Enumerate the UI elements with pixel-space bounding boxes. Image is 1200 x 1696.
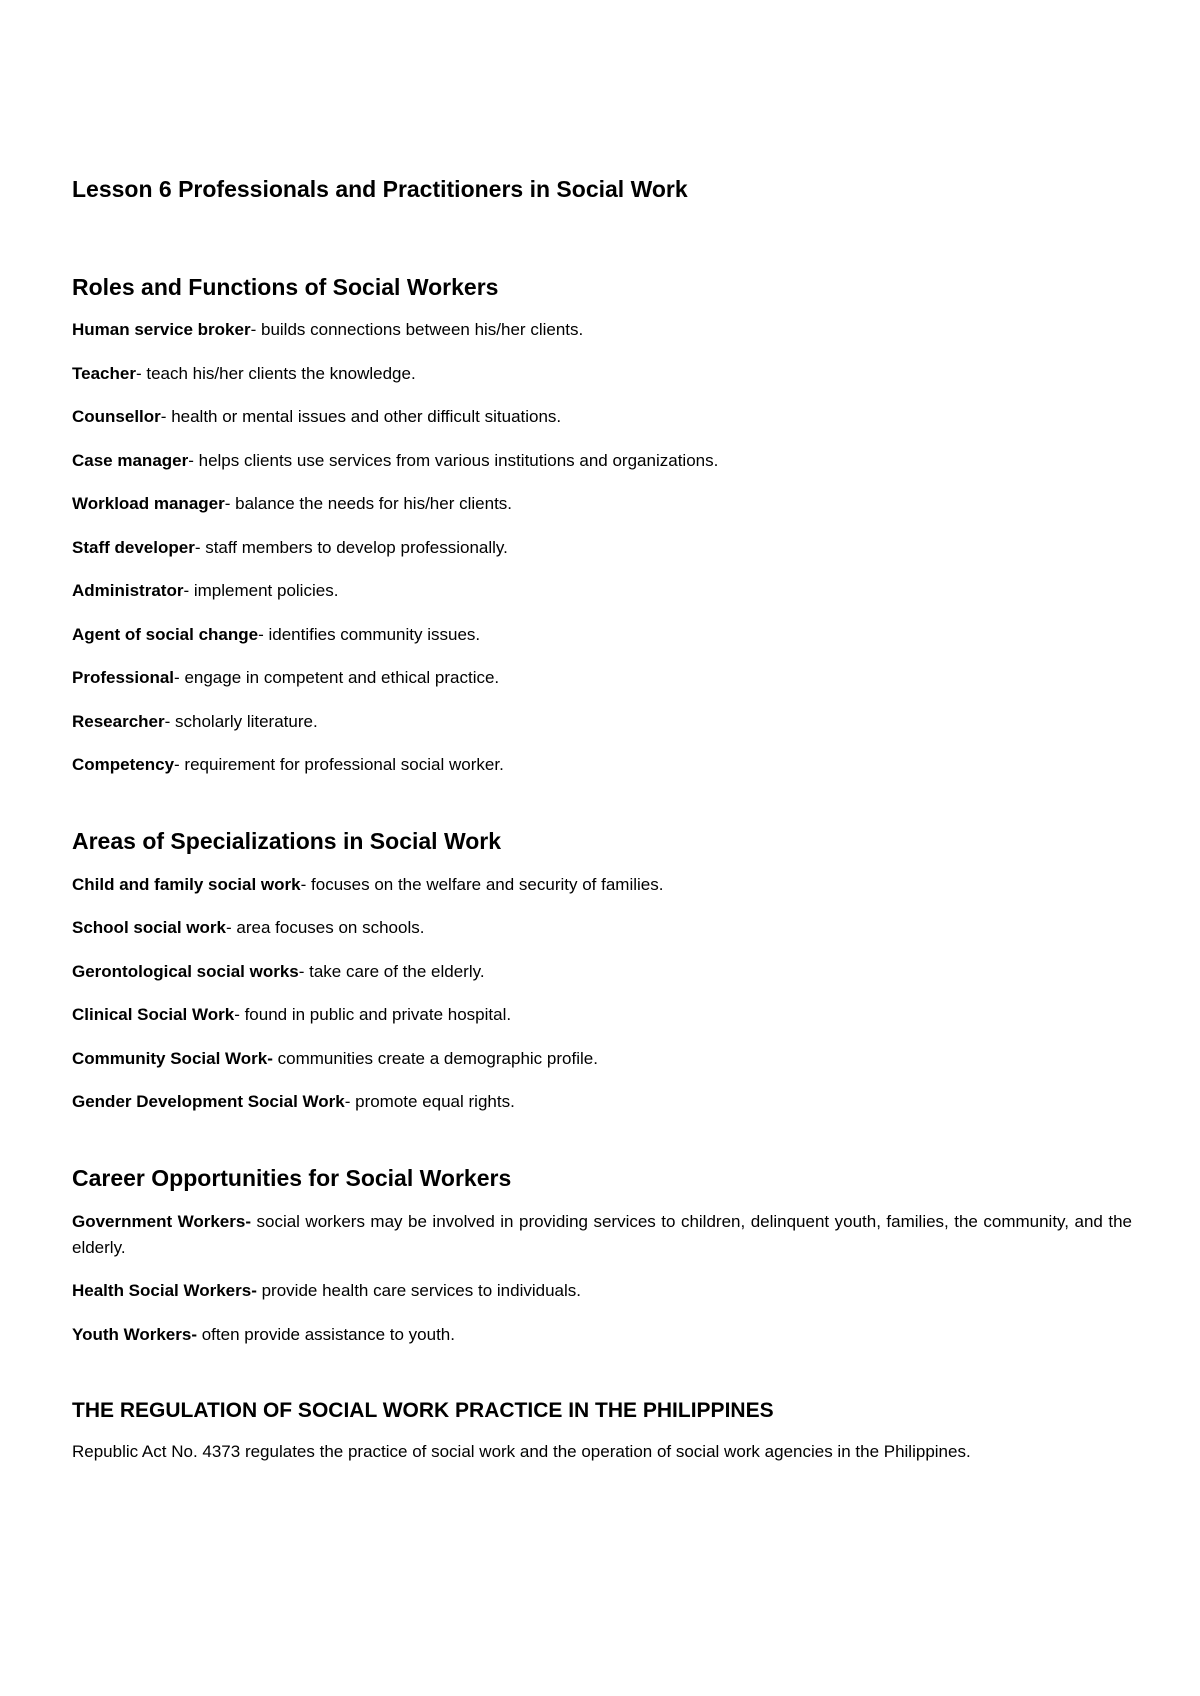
definition-term: Gerontological social works <box>72 961 299 981</box>
definition-item <box>72 665 1132 691</box>
definition-text: requirement for professional social worker. <box>184 755 504 775</box>
definition-term: Teacher <box>72 363 136 383</box>
term-separator: - <box>194 537 206 557</box>
definition-item <box>72 1322 1132 1348</box>
term-separator: - <box>160 407 172 427</box>
definition-term: Health Social Workers- <box>72 1281 262 1301</box>
definition-text: social workers may be involved in providing services to children, delinquent youth, families, the community, and the elderly. <box>72 1211 1132 1257</box>
definition-item <box>72 404 1132 430</box>
definition-text: builds connections between his/her clients. <box>260 320 584 340</box>
term-separator: - <box>183 581 194 601</box>
definition-text: communities create a demographic profile. <box>277 1048 598 1068</box>
term-separator: - <box>344 1092 356 1112</box>
definition-item <box>72 317 1132 343</box>
term-separator: - <box>174 755 185 775</box>
definition-item <box>72 1089 1132 1115</box>
section-heading: Roles and Functions of Social Workers <box>72 273 499 300</box>
definition-term: Staff developer <box>72 537 195 557</box>
term-separator: - <box>164 711 176 731</box>
section-specializations <box>72 828 1132 1115</box>
definition-text: found in public and private hospital. <box>244 1005 512 1025</box>
definition-item <box>72 361 1132 387</box>
definition-item <box>72 1278 1132 1304</box>
definition-text: health or mental issues and other difficult situations. <box>171 407 562 427</box>
definition-term: Child and family social work <box>72 874 301 894</box>
definition-term: Administrator <box>72 581 184 601</box>
definition-term: Community Social Work- <box>72 1048 278 1068</box>
definition-item <box>72 622 1132 648</box>
definition-item <box>72 1046 1132 1072</box>
definition-term: Youth Workers- <box>72 1324 202 1344</box>
definition-item <box>72 915 1132 941</box>
definition-text: engage in competent and ethical practice. <box>184 668 500 688</box>
term-separator: - <box>224 494 236 514</box>
definition-item <box>72 535 1132 561</box>
term-separator: - <box>250 320 261 340</box>
definition-text: identifies community issues. <box>268 624 481 644</box>
definition-term: Researcher <box>72 711 165 731</box>
definition-text: scholarly literature. <box>175 711 318 731</box>
definition-item <box>72 1209 1132 1261</box>
definition-text: focuses on the welfare and security of families. <box>311 874 664 894</box>
definition-term: Case manager <box>72 450 189 470</box>
definition-item <box>72 872 1132 898</box>
definition-term: Clinical Social Work <box>72 1005 235 1025</box>
definition-text: implement policies. <box>193 581 339 601</box>
section-heading: Areas of Specializations in Social Work <box>72 828 502 855</box>
definition-term: Competency <box>72 755 175 775</box>
section-regulation <box>72 1398 1132 1465</box>
term-separator: - <box>300 874 312 894</box>
definition-term: Government Workers- <box>72 1211 257 1231</box>
term-separator: - <box>135 363 147 383</box>
section-career-opportunities <box>72 1165 1132 1348</box>
definition-item <box>72 709 1132 735</box>
definition-text: often provide assistance to youth. <box>201 1324 455 1344</box>
definition-item <box>72 491 1132 517</box>
definition-term: Counsellor <box>72 407 161 427</box>
definition-text: helps clients use services from various institutions and organizations. <box>198 450 719 470</box>
definition-item <box>72 1002 1132 1028</box>
definition-term: Professional <box>72 668 175 688</box>
definition-item <box>72 448 1132 474</box>
term-separator: - <box>234 1005 245 1025</box>
regulation-paragraph: Republic Act No. 4373 regulates the practice of social work and the operation of social work agencies in the Philippines. <box>72 1442 971 1462</box>
section-heading: Career Opportunities for Social Workers <box>72 1165 512 1192</box>
definition-text: staff members to develop professionally. <box>205 537 508 557</box>
definition-text: teach his/her clients the knowledge. <box>146 363 416 383</box>
definition-term: Human service broker <box>72 320 251 340</box>
term-separator: - <box>174 668 185 688</box>
definition-text: promote equal rights. <box>355 1092 515 1112</box>
document-body <box>72 176 1132 1515</box>
definition-term: Workload manager <box>72 494 225 514</box>
term-separator: - <box>188 450 199 470</box>
definition-item <box>72 578 1132 604</box>
definition-term: Agent of social change <box>72 624 259 644</box>
definition-item <box>72 959 1132 985</box>
page-title: Lesson 6 Professionals and Practitioners in Social Work <box>72 176 688 202</box>
term-separator: - <box>258 624 269 644</box>
definition-term: School social work <box>72 918 226 938</box>
definition-text: area focuses on schools. <box>236 918 425 938</box>
term-separator: - <box>226 918 237 938</box>
definition-text: take care of the elderly. <box>309 961 485 981</box>
term-separator: - <box>298 961 310 981</box>
definition-item <box>72 752 1132 778</box>
definition-text: provide health care services to individuals. <box>261 1281 581 1301</box>
section-roles-functions <box>72 274 1132 779</box>
section-heading: THE REGULATION OF SOCIAL WORK PRACTICE IN THE PHILIPPINES <box>72 1398 774 1422</box>
definition-text: balance the needs for his/her clients. <box>235 494 513 514</box>
definition-term: Gender Development Social Work <box>72 1092 345 1112</box>
